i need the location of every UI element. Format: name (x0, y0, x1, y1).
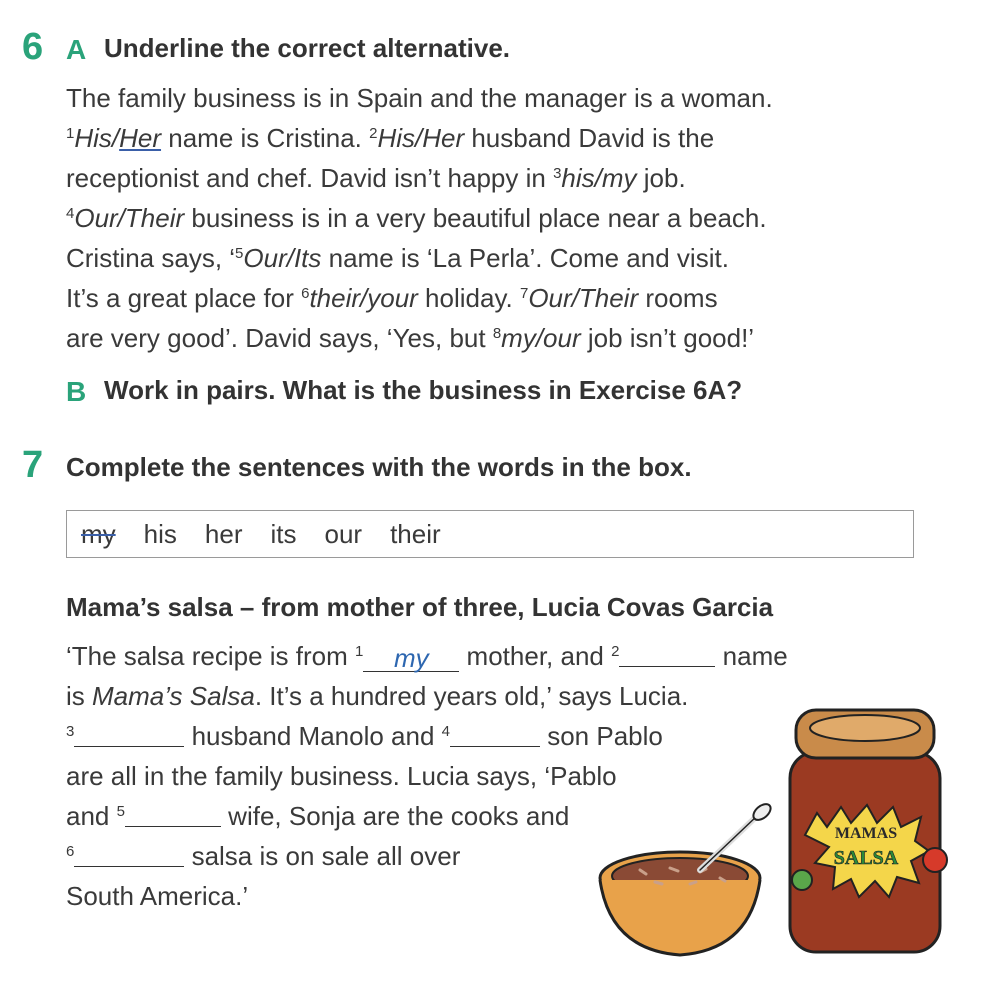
choice-6[interactable]: their/your (309, 283, 418, 313)
gap-1-answer[interactable]: my (363, 645, 459, 672)
text-line-6: $^6$ salsa is on sale all over (66, 841, 461, 871)
word-box-item: their (390, 519, 441, 549)
gap-6[interactable] (74, 840, 184, 867)
word-box-item: her (204, 519, 243, 549)
text-line-7: South America.’ (66, 881, 249, 911)
word-box (66, 510, 914, 558)
exercise-6b-letter: B (66, 376, 87, 407)
exercise-7-instruction: Complete the sentences with the words in the box. (66, 452, 692, 482)
word-box-item: my (81, 519, 116, 549)
choice-4[interactable]: Our/Their (74, 203, 185, 233)
para-line-5: Cristina says, ‘$^5$Our/Its name is ‘La Perla’. Come and visit. (66, 243, 729, 273)
para-line-4: $^4$Our/Their business is in a very beautiful place near a beach. (66, 203, 767, 233)
exercise-6a-letter: A (66, 34, 87, 65)
choice-5[interactable]: Our/Its (243, 243, 322, 273)
para-line-6: It’s a great place for $^6$their/your holiday. $^7$Our/Their rooms (66, 283, 718, 313)
jar-label-line-1: MAMAS (834, 825, 898, 842)
choice-7[interactable]: Our/Their (528, 283, 639, 313)
gap-4[interactable] (450, 720, 540, 747)
para-line-3: receptionist and chef. David isn’t happy in $^3$his/my job. (66, 163, 686, 193)
exercise-6a-paragraph (66, 78, 773, 358)
exercise-6a-instruction: Underline the correct alternative. (104, 33, 511, 63)
salsa-bowl-icon (600, 852, 760, 955)
para-line-1: The family business is in Spain and the manager is a woman. (66, 83, 773, 113)
text-line-4: are all in the family business. Lucia says, ‘Pablo (66, 761, 617, 791)
exercise-6b-instruction: Work in pairs. What is the business in Exercise 6A? (104, 375, 743, 405)
exercise-6-number: 6 (22, 26, 44, 68)
choice-8[interactable]: my/our (501, 323, 581, 353)
text-line-3: $^3$ husband Manolo and $^4$ son Pablo (66, 721, 663, 751)
choice-1-her-underlined[interactable]: Her (119, 123, 162, 153)
gap-2[interactable] (619, 640, 715, 667)
word-box-item: our (324, 519, 363, 549)
exercise-7-number: 7 (22, 444, 44, 486)
gap-5[interactable] (125, 800, 221, 827)
text-subheading: Mama’s salsa – from mother of three, Lucia Covas Garcia (66, 592, 774, 622)
salsa-jar-icon (790, 710, 947, 952)
text-line-1: ‘The salsa recipe is from $^1$ my mother, and $^2$ name (66, 641, 788, 673)
text-line-5: and $^5$ wife, Sonja are the cooks and (66, 801, 570, 831)
text-line-2: is Mama’s Salsa. It’s a hundred years old,’ says Lucia. (66, 681, 689, 711)
word-box-item: its (270, 519, 297, 549)
gap-3[interactable] (74, 720, 184, 747)
salsa-illustration (590, 700, 990, 980)
para-line-2: $^1$His/Her name is Cristina. $^2$His/Her husband David is the (66, 123, 715, 153)
choice-3[interactable]: his/my (561, 163, 637, 193)
jar-label-line-2: SALSA (833, 847, 899, 869)
choice-1-his[interactable]: His/ (74, 123, 120, 153)
word-box-item: his (143, 519, 177, 549)
choice-2[interactable]: His/Her (377, 123, 465, 153)
para-line-7: are very good’. David says, ‘Yes, but $^8$my/our job isn’t good!’ (66, 323, 755, 353)
